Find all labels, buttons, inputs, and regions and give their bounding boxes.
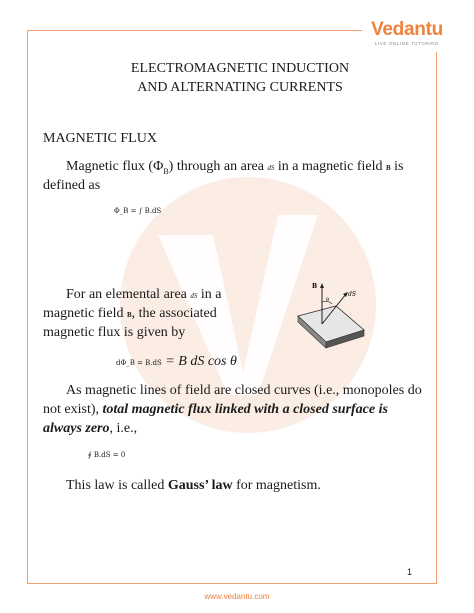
subscript: B (163, 166, 169, 176)
text: in a magnetic field (277, 159, 383, 174)
text: is (394, 159, 404, 174)
vector-dS: dS (190, 292, 198, 300)
emphasis-text: Gauss’ law (167, 478, 233, 493)
emphasis-text: always zero (43, 421, 110, 436)
equation-gauss-law: ∮ B.dS = 0 (88, 451, 126, 459)
figure-label-theta: θ (326, 297, 330, 303)
text: not exist), (43, 402, 99, 417)
para3-line1: As magnetic lines of field are closed curves (i.e., monopoles do (66, 383, 422, 398)
para2-line2 (43, 304, 217, 325)
vedantu-logo (362, 14, 452, 52)
para4 (66, 476, 321, 495)
text: for magnetism. (236, 478, 321, 493)
flux-area-diagram (292, 280, 370, 350)
vector-B: B (126, 311, 132, 319)
text: , the associated (131, 306, 217, 321)
figure-label-dS: dS (348, 291, 356, 298)
document-title-line-1: ELECTROMAGNETIC INDUCTION (130, 61, 350, 76)
text: in a (200, 287, 222, 302)
section-heading: MAGNETIC FLUX (43, 131, 157, 146)
para3-line2 (43, 400, 388, 419)
para2-line3: magnetic flux is given by (43, 325, 186, 340)
logo-wordmark: Vedantu (371, 19, 443, 40)
equation-dflux (116, 352, 237, 373)
para1-line1 (66, 157, 436, 181)
text: magnetic field (43, 306, 124, 321)
page-number: 1 (407, 567, 413, 577)
vector-dS: dS (267, 164, 275, 172)
figure-label-B: B (312, 283, 318, 290)
para1-line2: defined as (43, 178, 101, 193)
document-title-line-2: AND ALTERNATING CURRENTS (137, 80, 343, 95)
equation-flux-integral: Φ_B = ∫ B.dS (114, 207, 162, 215)
emphasis-text: total magnetic flux linked with a closed surface is (102, 402, 388, 417)
footer-url: www.vedantu.com (204, 592, 270, 601)
text: ) through an area (168, 159, 264, 174)
text: This law is called (66, 478, 165, 493)
text: For an elemental area (66, 287, 187, 302)
para3-line3 (43, 419, 137, 438)
para2-line1 (66, 285, 222, 306)
text: , i.e., (109, 421, 138, 436)
equation-part-large: = B dS cos θ (165, 354, 237, 369)
text: Magnetic flux (Φ (66, 159, 164, 174)
equation-part-small: dΦ_B = B.dS (116, 359, 162, 367)
vector-B: B (385, 164, 391, 172)
logo-tagline: LIVE ONLINE TUTORING (374, 41, 440, 46)
